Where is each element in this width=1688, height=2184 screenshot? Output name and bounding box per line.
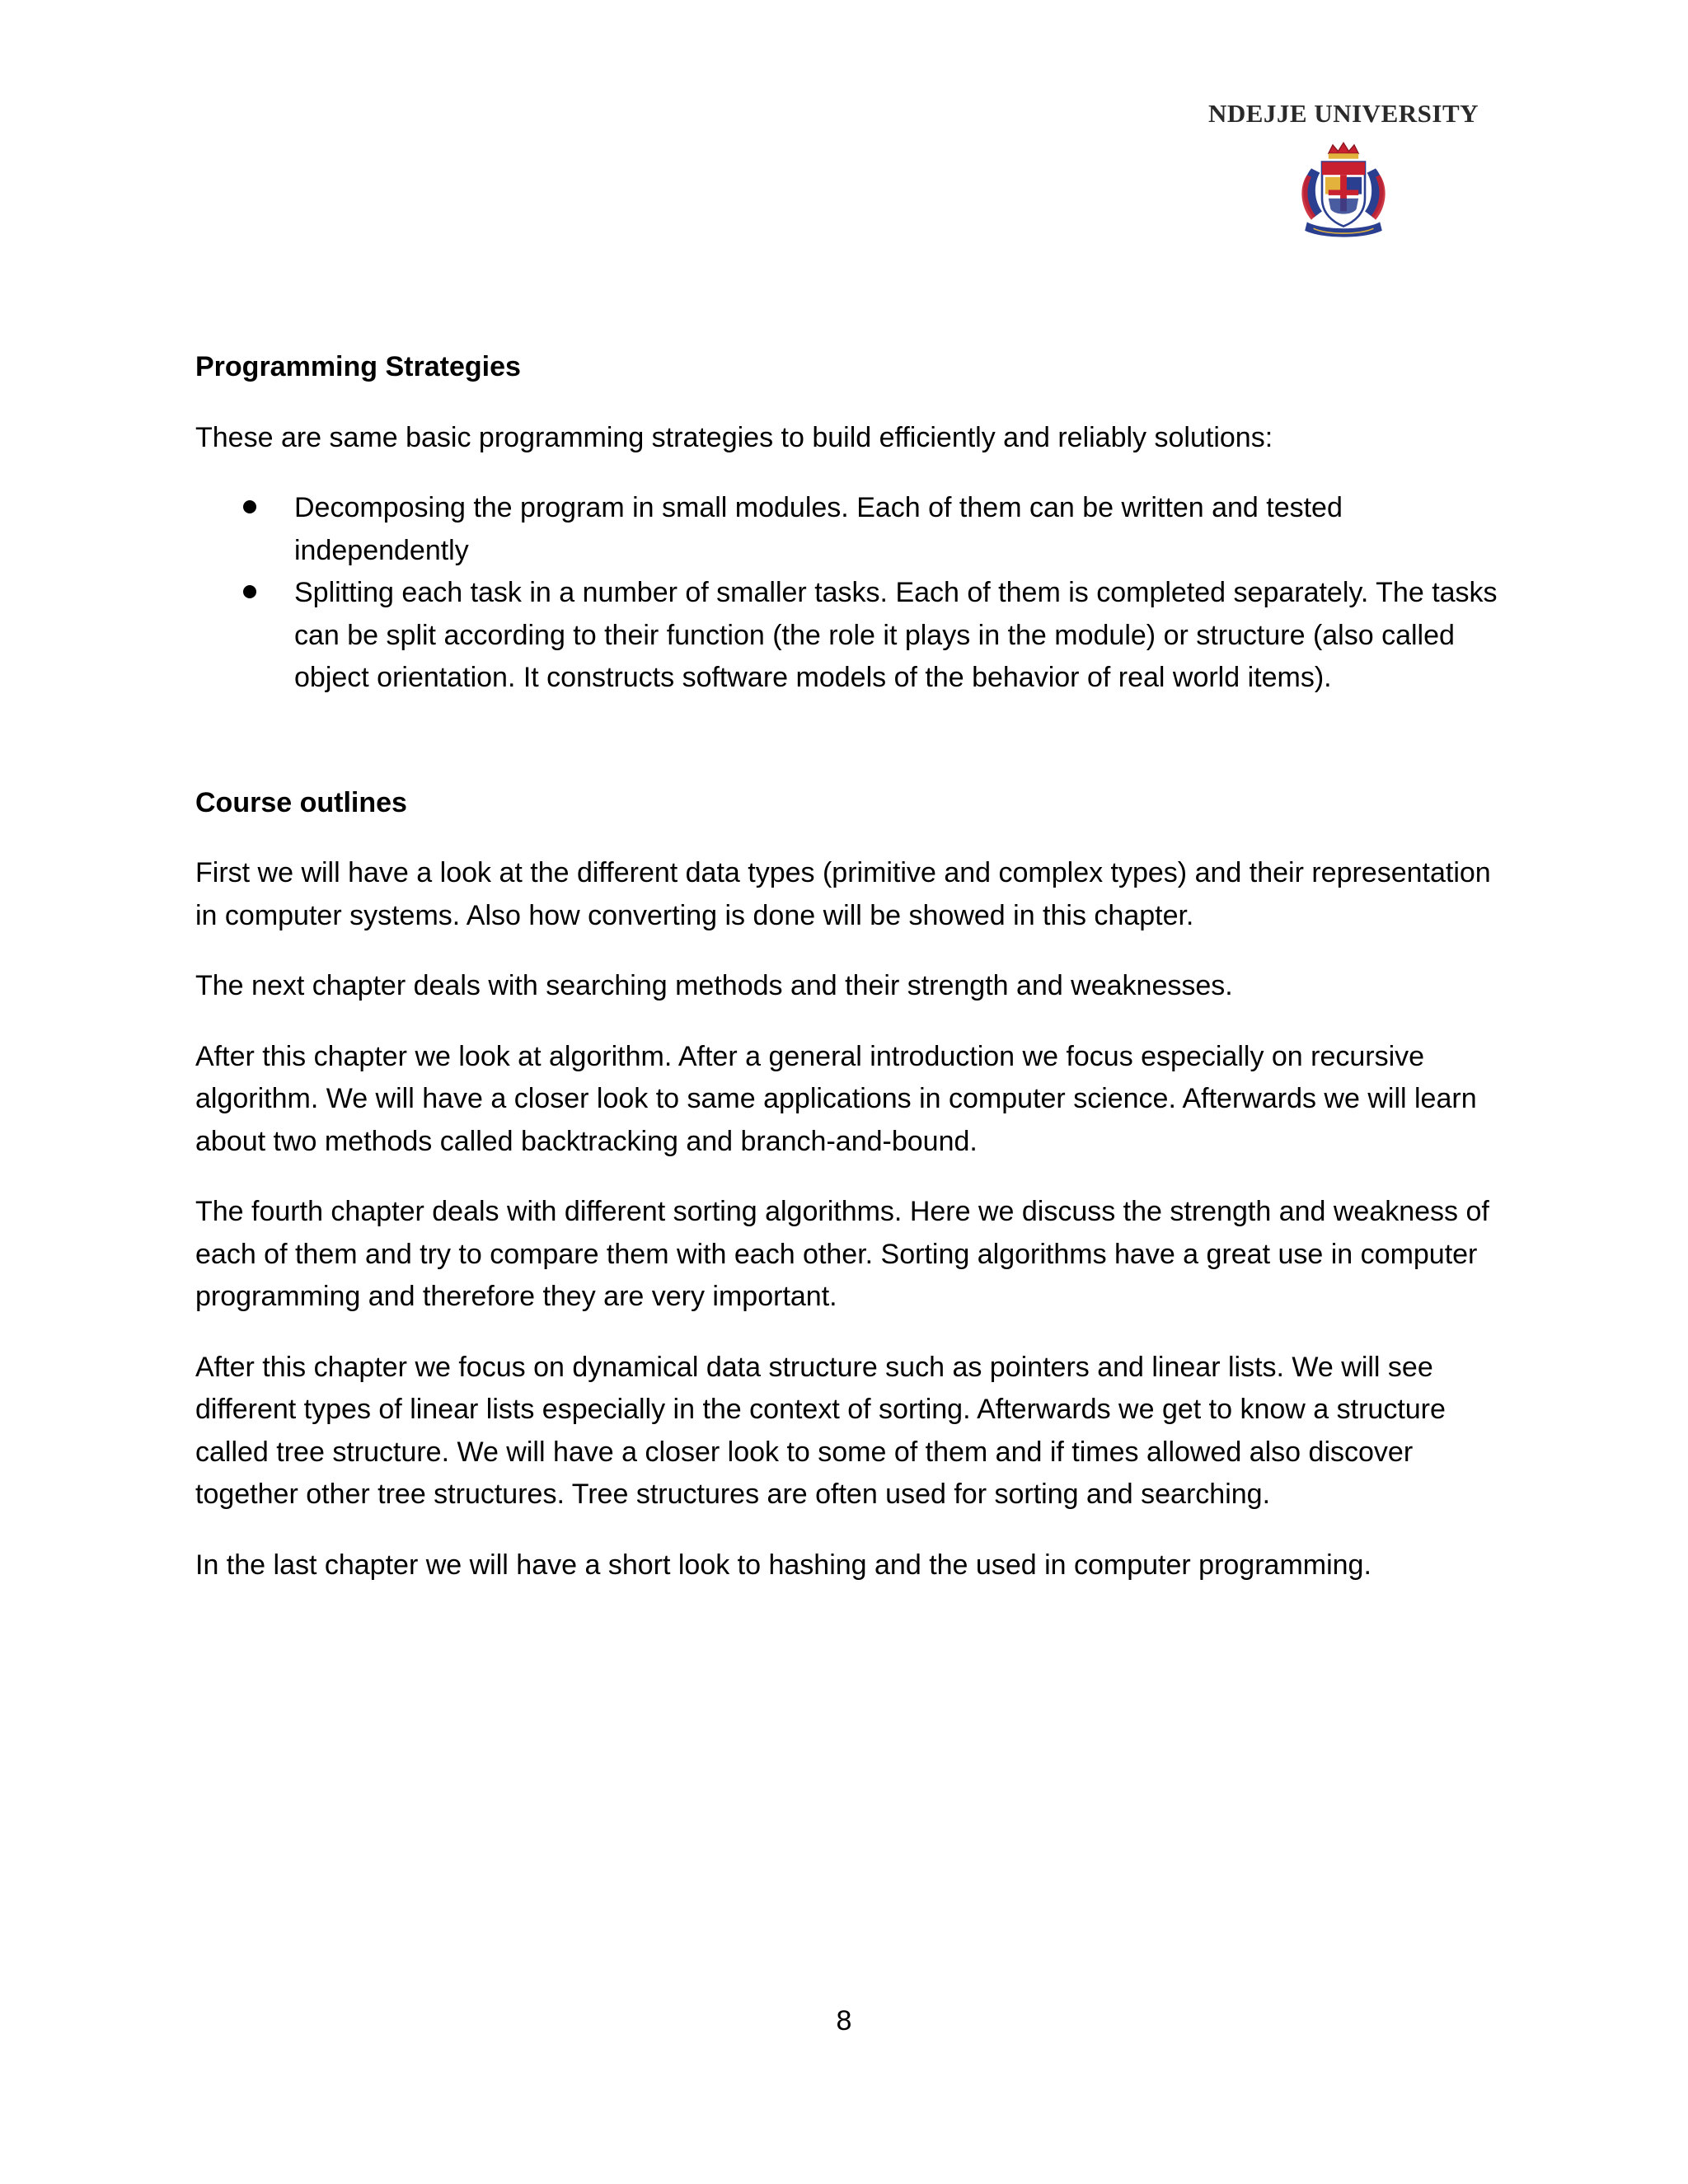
list-item xyxy=(195,572,1498,700)
course-outline-paragraph: First we will have a look at the different data types (primitive and complex types) and their representation in computer systems. Also how converting is done will be showed in this chapter. xyxy=(195,857,1491,931)
institution-name: NDEJJE UNIVERSITY xyxy=(1207,99,1479,128)
course-outline-paragraph: In the last chapter we will have a short look to hashing and the used in computer programming. xyxy=(195,1549,1372,1581)
course-outline-paragraph: After this chapter we look at algorithm. After a general introduction we focus especially on recursive algorithm. We will have a closer look to same applications in computer science. Afterwards we will learn about two methods called backtracking and branch-and-bound. xyxy=(195,1040,1477,1157)
programming-strategies-intro: These are same basic programming strategies to build efficiently and reliably solutions: xyxy=(195,421,1273,453)
page-number: 8 xyxy=(836,2005,852,2036)
document-body xyxy=(195,346,1498,1615)
course-outline-paragraph: The next chapter deals with searching methods and their strength and weaknesses. xyxy=(195,970,1233,1001)
bullet-icon xyxy=(243,500,256,513)
strategies-bullet-list xyxy=(195,487,1498,700)
list-item xyxy=(195,487,1498,572)
course-outline-paragraph: After this chapter we focus on dynamical data structure such as pointers and linear lists. We will see different types of linear lists especially in the context of sorting. Afterwards we get to know a structure called tree structure. We will have a closer look to some of them and if times allowed also discover together other tree structures. Tree structures are often used for sorting and searching. xyxy=(195,1351,1446,1510)
section-heading-programming-strategies: Programming Strategies xyxy=(195,351,521,382)
page-header xyxy=(1187,97,1500,246)
list-item-text: Decomposing the program in small modules. Each of them can be written and tested independently xyxy=(294,492,1343,566)
course-outline-paragraph: The fourth chapter deals with different sorting algorithms. Here we discuss the strength and weakness of each of them and try to compare them with each other. Sorting algorithms have a great use in computer programming and therefore they are very important. xyxy=(195,1196,1489,1312)
list-item-text: Splitting each task in a number of smaller tasks. Each of them is completed separately. The tasks can be split according to their function (the role it plays in the module) or structure (also called object orientation. It constructs software models of the behavior of real world items). xyxy=(294,577,1498,693)
university-crest-icon xyxy=(1290,138,1397,246)
section-spacer xyxy=(195,700,1498,782)
section-heading-course-outlines: Course outlines xyxy=(195,786,407,818)
bullet-icon xyxy=(243,585,256,598)
